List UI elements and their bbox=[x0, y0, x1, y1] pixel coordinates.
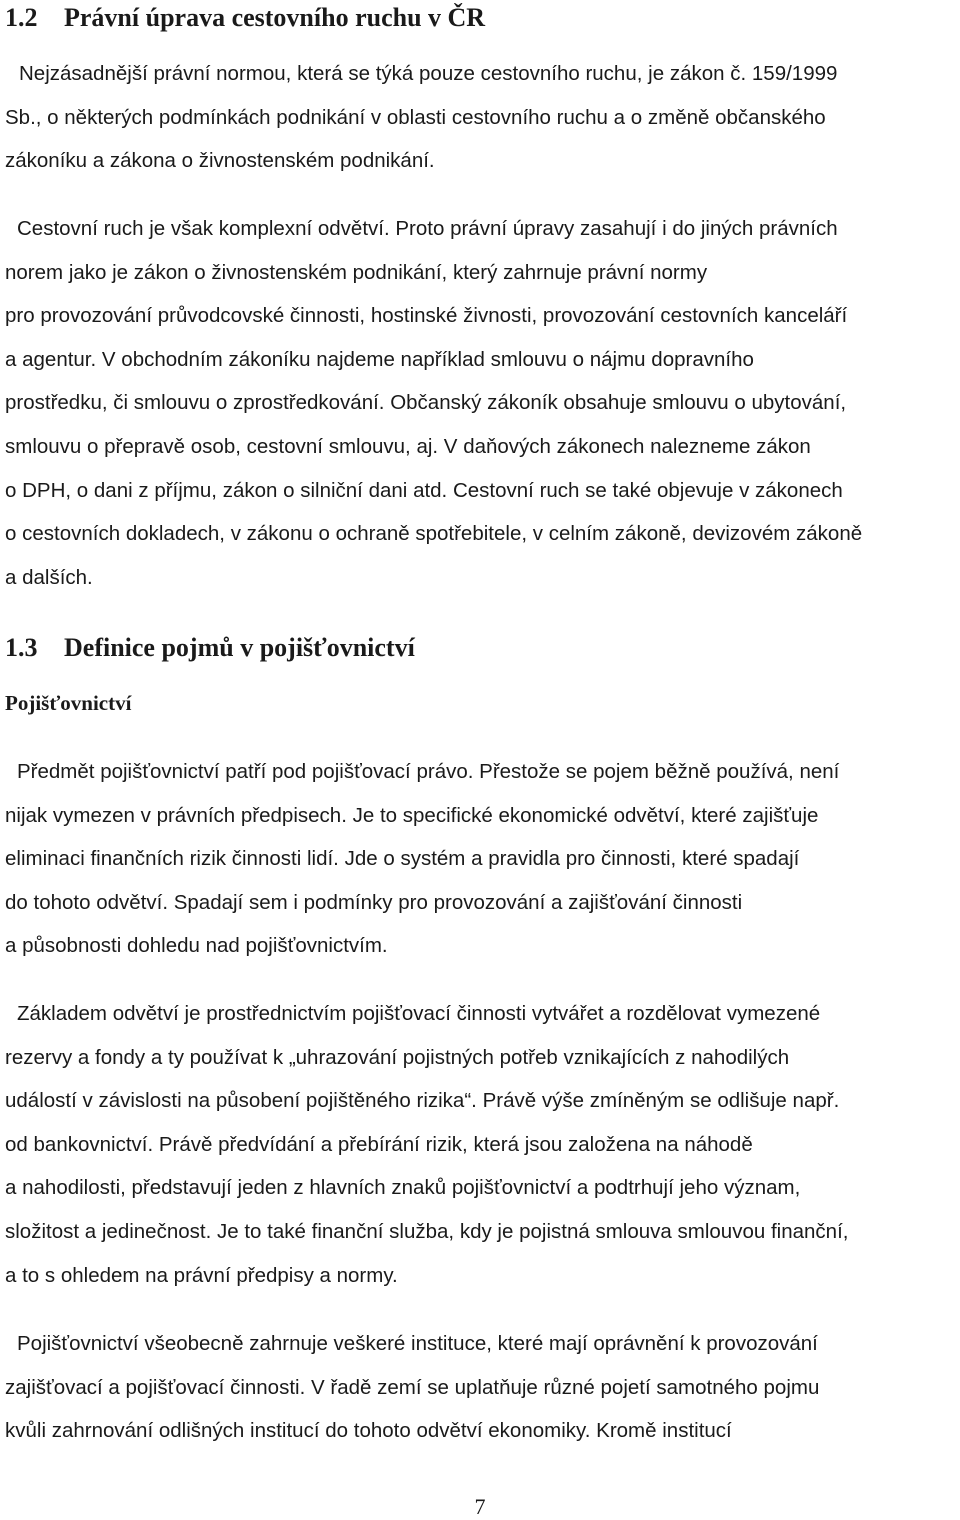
section-heading-1-2 bbox=[5, 2, 485, 34]
text-line: a nahodilosti, představují jeden z hlavních znaků pojišťovnictví a podtrhují jeho význam, bbox=[5, 1176, 801, 1200]
text-line: a agentur. V obchodním zákoníku najdeme například smlouvu o nájmu dopravního bbox=[5, 347, 754, 371]
section-number: 1.2 bbox=[5, 3, 38, 32]
text-line: a to s ohledem na právní předpisy a normy. bbox=[5, 1263, 398, 1287]
paragraph bbox=[5, 992, 955, 1297]
text-line: nijak vymezen v právních předpisech. Je to specifické ekonomické odvětví, které zajišťuje bbox=[5, 803, 819, 827]
section-title: Definice pojmů v pojišťovnictví bbox=[64, 633, 415, 662]
text-line: rezervy a fondy a ty používat k „uhrazování pojistných potřeb vznikajících z nahodilých bbox=[5, 1045, 790, 1069]
text-line: o DPH, o dani z příjmu, zákon o silniční dani atd. Cestovní ruch se také objevuje v zákonech bbox=[5, 478, 843, 502]
section-number: 1.3 bbox=[5, 633, 38, 662]
text-line: událostí v závislosti na působení pojištěného rizika“. Právě výše zmíněným se odlišuje např. bbox=[5, 1089, 840, 1113]
text-line: a působnosti dohledu nad pojišťovnictvím. bbox=[5, 934, 388, 958]
text-line: Základem odvětví je prostřednictvím pojišťovací činnosti vytvářet a rozdělovat vymezené bbox=[17, 1002, 821, 1025]
section-heading-1-3 bbox=[5, 632, 415, 664]
text-line: a dalších. bbox=[5, 565, 93, 589]
section-title: Právní úprava cestovního ruchu v ČR bbox=[64, 3, 486, 32]
text-line: do tohoto odvětví. Spadají sem i podmínky pro provozování a zajišťování činnosti bbox=[5, 890, 743, 914]
text-line: Pojišťovnictví všeobecně zahrnuje veškeré instituce, které mají oprávnění k provozování bbox=[17, 1332, 818, 1355]
text-line: od bankovnictví. Právě předvídání a přebírání rizik, která jsou založena na náhodě bbox=[5, 1132, 753, 1156]
text-line: Nejzásadnější právní normou, která se týká pouze cestovního ruchu, je zákon č. 159/1999 bbox=[19, 62, 838, 85]
paragraph bbox=[5, 52, 955, 183]
text-line: prostředku, či smlouvu o zprostředkování. Občanský zákoník obsahuje smlouvu o ubytování, bbox=[5, 391, 847, 415]
text-line: Cestovní ruch je však komplexní odvětví. Proto právní úpravy zasahují i do jiných právních bbox=[17, 217, 838, 240]
paragraph bbox=[5, 1322, 955, 1453]
text-line: o cestovních dokladech, v zákonu o ochraně spotřebitele, v celním zákoně, devizovém zákoně bbox=[5, 522, 863, 546]
paragraph bbox=[5, 750, 955, 968]
text-line: kvůli zahrnování odlišných institucí do tohoto odvětví ekonomiky. Kromě institucí bbox=[5, 1419, 732, 1443]
text-line: smlouvu o přepravě osob, cestovní smlouvu, aj. V daňových zákonech nalezneme zákon bbox=[5, 434, 811, 458]
text-line: zajišťovací a pojišťovací činnosti. V řadě zemí se uplatňuje různé pojetí samotného pojmu bbox=[5, 1375, 820, 1399]
page-number: 7 bbox=[474, 1494, 486, 1519]
text-line: Sb., o některých podmínkách podnikání v oblasti cestovního ruchu a o změně občanského bbox=[5, 105, 826, 129]
text-line: pro provozování průvodcovské činnosti, hostinské živnosti, provozování cestovních kanceláří bbox=[5, 304, 848, 328]
text-line: norem jako je zákon o živnostenském podnikání, který zahrnuje právní normy bbox=[5, 260, 708, 284]
text-line: Předmět pojišťovnictví patří pod pojišťovací právo. Přestože se pojem běžně používá, není bbox=[17, 760, 840, 783]
subheading: Pojišťovnictví bbox=[5, 691, 132, 715]
paragraph bbox=[5, 207, 955, 599]
text-line: eliminaci finančních rizik činnosti lidí. Jde o systém a pravidla pro činnosti, které spadají bbox=[5, 847, 800, 871]
text-line: složitost a jedinečnost. Je to také finanční služba, kdy je pojistná smlouva smlouvou finanční, bbox=[5, 1219, 849, 1243]
text-line: zákoníku a zákona o živnostenském podnikání. bbox=[5, 149, 435, 173]
